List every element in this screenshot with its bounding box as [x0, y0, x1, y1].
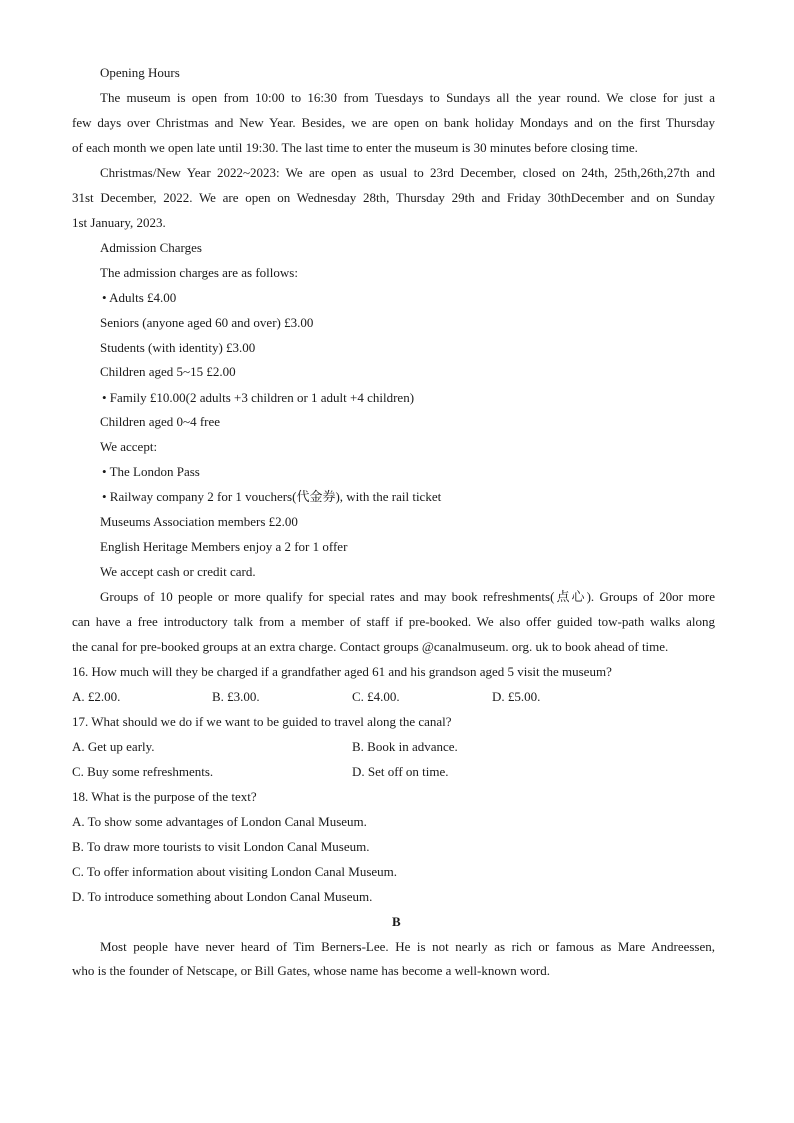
question-17-option-d: D. Set off on time.: [352, 764, 449, 779]
section-b-para-line: who is the founder of Netscape, or Bill Gates, whose name has become a well-known word.: [72, 963, 550, 978]
accept-item: Museums Association members £2.00: [100, 514, 298, 529]
accept-item: • Railway company 2 for 1 vouchers(代金券), with the rail ticket: [102, 489, 442, 504]
question-18-option-d: D. To introduce something about London Canal Museum.: [72, 889, 373, 904]
admission-item: • Family £10.00(2 adults +3 children or 1 adult +4 children): [102, 390, 415, 405]
accept-item: English Heritage Members enjoy a 2 for 1 offer: [100, 539, 348, 554]
question-16-option-b: B. £3.00.: [212, 689, 260, 704]
question-18-stem: 18. What is the purpose of the text?: [72, 789, 257, 804]
question-17-option-a: A. Get up early.: [72, 739, 155, 754]
groups-para-line: Groups of 10 people or more qualify for special rates and may book refreshments(点心). Groups of 20or more: [100, 589, 715, 604]
opening-hours-heading: Opening Hours: [100, 65, 180, 80]
section-b-label: B: [392, 914, 401, 929]
admission-item: Children aged 5~15 £2.00: [100, 364, 236, 379]
opening-para2-line: 1st January, 2023.: [72, 215, 166, 230]
groups-para-line: the canal for pre-booked groups at an extra charge. Contact groups @canalmuseum. org. uk to book ahead of time.: [72, 639, 669, 654]
admission-heading: Admission Charges: [100, 240, 202, 255]
accept-item: We accept cash or credit card.: [100, 564, 256, 579]
groups-para-line: can have a free introductory talk from a member of staff if pre-booked. We also offer guided tow-path walks along: [72, 614, 715, 629]
question-18-option-a: A. To show some advantages of London Canal Museum.: [72, 814, 367, 829]
question-18-option-c: C. To offer information about visiting London Canal Museum.: [72, 864, 398, 879]
opening-para1-line: The museum is open from 10:00 to 16:30 from Tuesdays to Sundays all the year round. We close for just a: [100, 90, 715, 105]
question-17-option-b: B. Book in advance.: [352, 739, 458, 754]
question-18-option-b: B. To draw more tourists to visit London Canal Museum.: [72, 839, 370, 854]
admission-item: Children aged 0~4 free: [100, 414, 221, 429]
admission-intro: The admission charges are as follows:: [100, 265, 298, 280]
admission-item: Students (with identity) £3.00: [100, 340, 256, 355]
question-16-option-d: D. £5.00.: [492, 689, 541, 704]
section-b-para-line: Most people have never heard of Tim Berners-Lee. He is not nearly as rich or famous as Mare Andreessen,: [100, 939, 715, 954]
question-16-stem: 16. How much will they be charged if a grandfather aged 61 and his grandson aged 5 visit the museum?: [72, 664, 612, 679]
question-16-option-a: A. £2.00.: [72, 689, 121, 704]
accept-item: • The London Pass: [102, 464, 200, 479]
question-17-option-c: C. Buy some refreshments.: [72, 764, 214, 779]
opening-para2-line: 31st December, 2022. We are open on Wednesday 28th, Thursday 29th and Friday 30thDecember and on Sunday: [72, 190, 715, 205]
question-16-option-c: C. £4.00.: [352, 689, 400, 704]
opening-para2-line: Christmas/New Year 2022~2023: We are open as usual to 23rd December, closed on 24th, 25th,26th,27th and: [100, 165, 715, 180]
accept-heading: We accept:: [100, 439, 158, 454]
admission-item: • Adults £4.00: [102, 290, 177, 305]
admission-item: Seniors (anyone aged 60 and over) £3.00: [100, 315, 314, 330]
opening-para1-line: few days over Christmas and New Year. Besides, we are open on bank holiday Mondays and on the first Thursday: [72, 115, 715, 130]
opening-para1-line: of each month we open late until 19:30. The last time to enter the museum is 30 minutes before closing time.: [72, 140, 638, 155]
question-17-stem: 17. What should we do if we want to be guided to travel along the canal?: [72, 714, 452, 729]
